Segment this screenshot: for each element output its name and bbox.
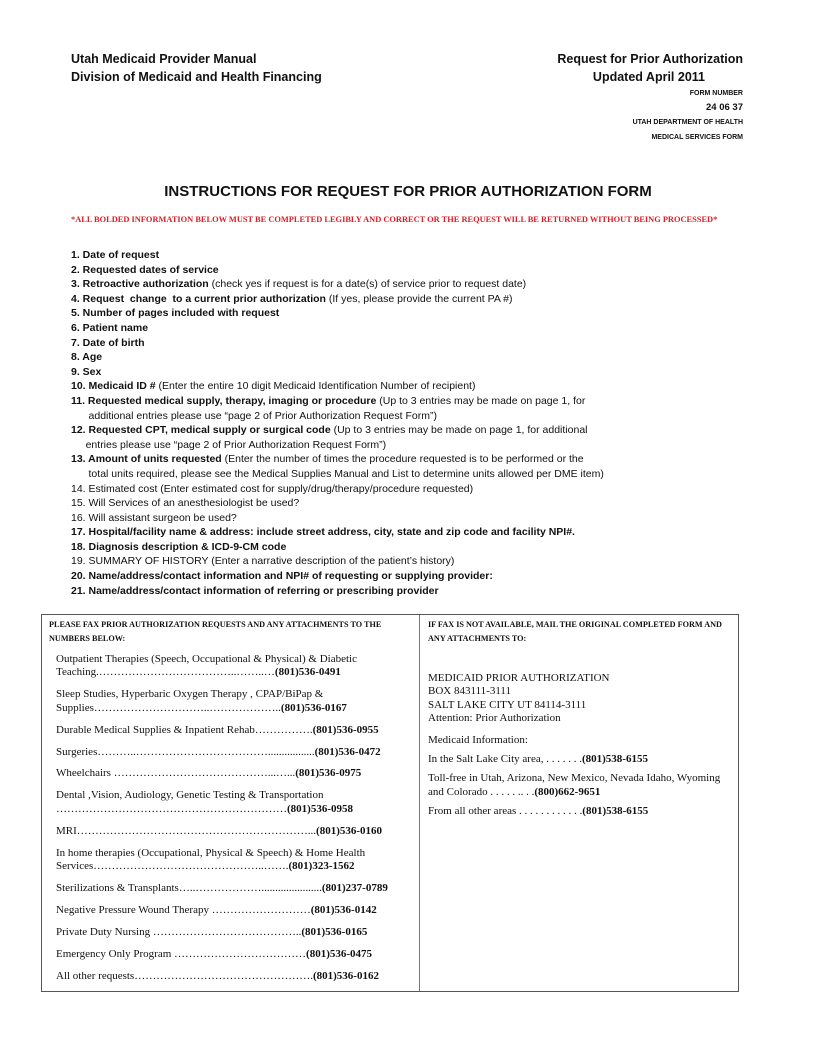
- fax-number-list: [56, 653, 412, 991]
- instruction-item: [71, 248, 751, 263]
- instruction-field: 9. Sex: [71, 365, 102, 378]
- instruction-field: 8. Age: [71, 351, 103, 364]
- instruction-note: (If yes, please provide the current PA #): [325, 292, 513, 305]
- instruction-item: [71, 584, 751, 599]
- instruction-item: [71, 554, 751, 569]
- fax-number: (801)536-0165: [301, 925, 368, 938]
- fax-number: (801)536-0142: [310, 903, 377, 916]
- column-divider: [419, 615, 420, 991]
- form-type: MEDICAL SERVICES FORM: [651, 134, 743, 141]
- fax-number: (801)536-0955: [312, 723, 379, 736]
- fax-number: (801)536-0160: [316, 824, 383, 837]
- instruction-field: 17. Hospital/facility name & address: include street address, city, state and zip code and facility NPI#.: [71, 526, 575, 539]
- instruction-field: 18. Diagnosis description & ICD-9-CM code: [71, 540, 287, 553]
- instruction-item: [71, 306, 751, 321]
- instruction-item: [71, 452, 751, 481]
- info-entry: [428, 753, 736, 766]
- fax-number: (801)536-0975: [295, 767, 362, 780]
- contact-box: [41, 614, 739, 992]
- fax-entry: [56, 653, 412, 680]
- fax-service-label: Sterilizations & Transplants…..………………......................: [56, 881, 322, 894]
- instruction-field: 6. Patient name: [71, 321, 149, 334]
- fax-service-label: All other requests………………………………………….: [56, 969, 313, 982]
- address-line-3: SALT LAKE CITY UT 84114-3111: [428, 698, 587, 711]
- instruction-field: 10. Medicaid ID #: [71, 380, 156, 393]
- mail-info: [428, 672, 736, 825]
- header-left: [71, 50, 322, 86]
- instruction-item: [71, 263, 751, 278]
- fax-entry: [56, 948, 412, 961]
- fax-number: (801)536-0472: [314, 745, 381, 758]
- fax-service-label: In home therapies (Occupational, Physical & Speech) & Home Health Services………………………………………..…….: [56, 846, 366, 872]
- instruction-field: 21. Name/address/contact information of referring or prescribing provider: [71, 584, 439, 597]
- fax-number: (801)536-0162: [312, 969, 379, 982]
- instruction-item: [71, 292, 751, 307]
- instruction-field: 12. Requested CPT, medical supply or surgical code: [71, 424, 331, 437]
- department-name: UTAH DEPARTMENT OF HEALTH: [632, 119, 743, 126]
- instruction-note: 19. SUMMARY OF HISTORY (Enter a narrative description of the patient’s history): [71, 555, 455, 568]
- fax-number: (801)536-0475: [306, 947, 373, 960]
- fax-entry: [56, 688, 412, 715]
- instruction-field: 4. Request change to a current prior authorization: [71, 292, 326, 305]
- instruction-item: [71, 482, 751, 497]
- fax-service-label: Sleep Studies, Hyperbaric Oxygen Therapy , CPAP/BiPap & Supplies…………………………..………………..: [56, 688, 324, 714]
- instruction-item: [71, 569, 751, 584]
- manual-title: Utah Medicaid Provider Manual: [71, 52, 257, 66]
- fax-entry: [56, 904, 412, 917]
- fax-entry: [56, 746, 412, 759]
- instruction-field: 3. Retroactive authorization: [71, 278, 209, 291]
- mail-heading: IF FAX IS NOT AVAILABLE, MAIL THE ORIGINAL COMPLETED FORM AND ANY ATTACHMENTS TO:: [428, 620, 722, 643]
- instruction-item: [71, 540, 751, 555]
- instruction-field: 20. Name/address/contact information and NPI# of requesting or supplying provider:: [71, 570, 493, 583]
- instruction-field: 7. Date of birth: [71, 336, 145, 349]
- instruction-note: (Up to 3 entries may be made on page 1, for additional entries please use “page 2 of Prior Authorization Request Form”): [85, 424, 588, 451]
- instruction-field: 11. Requested medical supply, therapy, imaging or procedure: [71, 394, 377, 407]
- fax-entry: [56, 970, 412, 983]
- instruction-item: [71, 525, 751, 540]
- instruction-note: (Enter the number of times the procedure requested is to be performed or the total units required, please see the Medical Supplies Manual and List to determine units allowed per DME item): [88, 453, 604, 480]
- instruction-item: [71, 496, 751, 511]
- info-label: From all other areas . . . . . . . . . . . .: [428, 805, 583, 818]
- instruction-item: [71, 365, 751, 380]
- address-line-2: BOX 843111-3111: [428, 685, 512, 698]
- info-phone-number: (801)538-6155: [582, 805, 649, 818]
- info-entry: [428, 772, 736, 799]
- fax-entry: [56, 789, 412, 816]
- instruction-note: 14. Estimated cost (Enter estimated cost for supply/drug/therapy/procedure requested): [71, 482, 474, 495]
- instruction-note: 16. Will assistant surgeon be used?: [71, 511, 237, 524]
- fax-service-label: MRI………………………………………………………...: [56, 824, 317, 837]
- info-label: In the Salt Lake City area, . . . . . . .: [428, 753, 582, 766]
- warning-notice: *ALL BOLDED INFORMATION BELOW MUST BE COMPLETED LEGIBLY AND CORRECT OR THE REQUEST WILL BE RETURNED WITHOUT BEING PROCESSED*: [71, 215, 718, 224]
- fax-service-label: Surgeries………..……………………………….................: [56, 745, 315, 758]
- instruction-field: 13. Amount of units requested: [71, 453, 222, 466]
- form-number-label: FORM NUMBER: [689, 90, 743, 97]
- fax-service-label: Durable Medical Supplies & Inpatient Rehab…………….: [56, 723, 313, 736]
- fax-number: (801)323-1562: [288, 859, 355, 872]
- fax-service-label: Private Duty Nursing …………………………………..: [56, 925, 302, 938]
- instruction-item: [71, 321, 751, 336]
- fax-service-label: Negative Pressure Wound Therapy ………………………: [56, 903, 311, 916]
- medicaid-info-heading: Medicaid Information:: [428, 733, 528, 746]
- instruction-field: 1. Date of request: [71, 249, 160, 261]
- instruction-field: 5. Number of pages included with request: [71, 307, 280, 320]
- instruction-note: (check yes if request is for a date(s) of service prior to request date): [208, 278, 527, 291]
- fax-entry: [56, 724, 412, 737]
- instruction-item: [71, 350, 751, 365]
- instruction-item: [71, 511, 751, 526]
- fax-number: (801)536-0167: [280, 701, 347, 714]
- fax-service-label: Dental ,Vision, Audiology, Genetic Testing & Transportation ………………………………………………………: [56, 789, 324, 815]
- info-entry: [428, 805, 736, 818]
- form-title-header: Request for Prior Authorization: [557, 52, 743, 66]
- address-line-1: MEDICAID PRIOR AUTHORIZATION: [428, 672, 610, 684]
- fax-entry: [56, 767, 412, 780]
- updated-date: Updated April 2011: [592, 70, 705, 84]
- fax-entry: [56, 847, 412, 874]
- division-name: Division of Medicaid and Health Financing: [71, 70, 322, 84]
- form-number: 24 06 37: [706, 102, 743, 113]
- fax-number: (801)237-0789: [321, 881, 388, 894]
- fax-entry: [56, 825, 412, 838]
- instructions-list: [71, 248, 751, 598]
- fax-heading: PLEASE FAX PRIOR AUTHORIZATION REQUESTS AND ANY ATTACHMENTS TO THE NUMBERS BELOW:: [49, 620, 382, 643]
- fax-entry: [56, 926, 412, 939]
- instruction-item: [71, 394, 751, 423]
- instruction-field: 2. Requested dates of service: [71, 263, 219, 276]
- fax-service-label: Emergency Only Program ………………………………: [56, 947, 307, 960]
- info-label: Toll-free in Utah, Arizona, New Mexico, Nevada Idaho, Wyoming and Colorado . . . . . .. . .: [428, 772, 721, 798]
- fax-service-label: Outpatient Therapies (Speech, Occupational & Physical) & Diabetic Teaching.………………………………..……..…: [56, 653, 357, 679]
- instruction-item: [71, 336, 751, 351]
- instruction-item: [71, 277, 751, 292]
- fax-number: (801)536-0491: [274, 666, 341, 679]
- instruction-note: (Enter the entire 10 digit Medicaid Identification Number of recipient): [155, 380, 476, 393]
- instruction-note: 15. Will Services of an anesthesiologist be used?: [71, 497, 300, 510]
- info-phone-number: (801)538-6155: [581, 753, 648, 766]
- address-line-4: Attention: Prior Authorization: [428, 712, 561, 725]
- fax-service-label: Wheelchairs ……………………………………...…...: [56, 767, 296, 780]
- info-phone-number: (800)662-9651: [534, 785, 601, 798]
- instruction-item: [71, 423, 751, 452]
- header-right: [557, 50, 743, 145]
- instruction-note: (Up to 3 entries may be made on page 1, for additional entries please use “page 2 of Prior Authorization Request Form”): [88, 394, 586, 422]
- page-title: INSTRUCTIONS FOR REQUEST FOR PRIOR AUTHORIZATION FORM: [164, 183, 652, 200]
- fax-number: (801)536-0958: [287, 802, 353, 815]
- medicaid-info-list: [428, 753, 736, 819]
- instruction-item: [71, 379, 751, 394]
- fax-entry: [56, 882, 412, 895]
